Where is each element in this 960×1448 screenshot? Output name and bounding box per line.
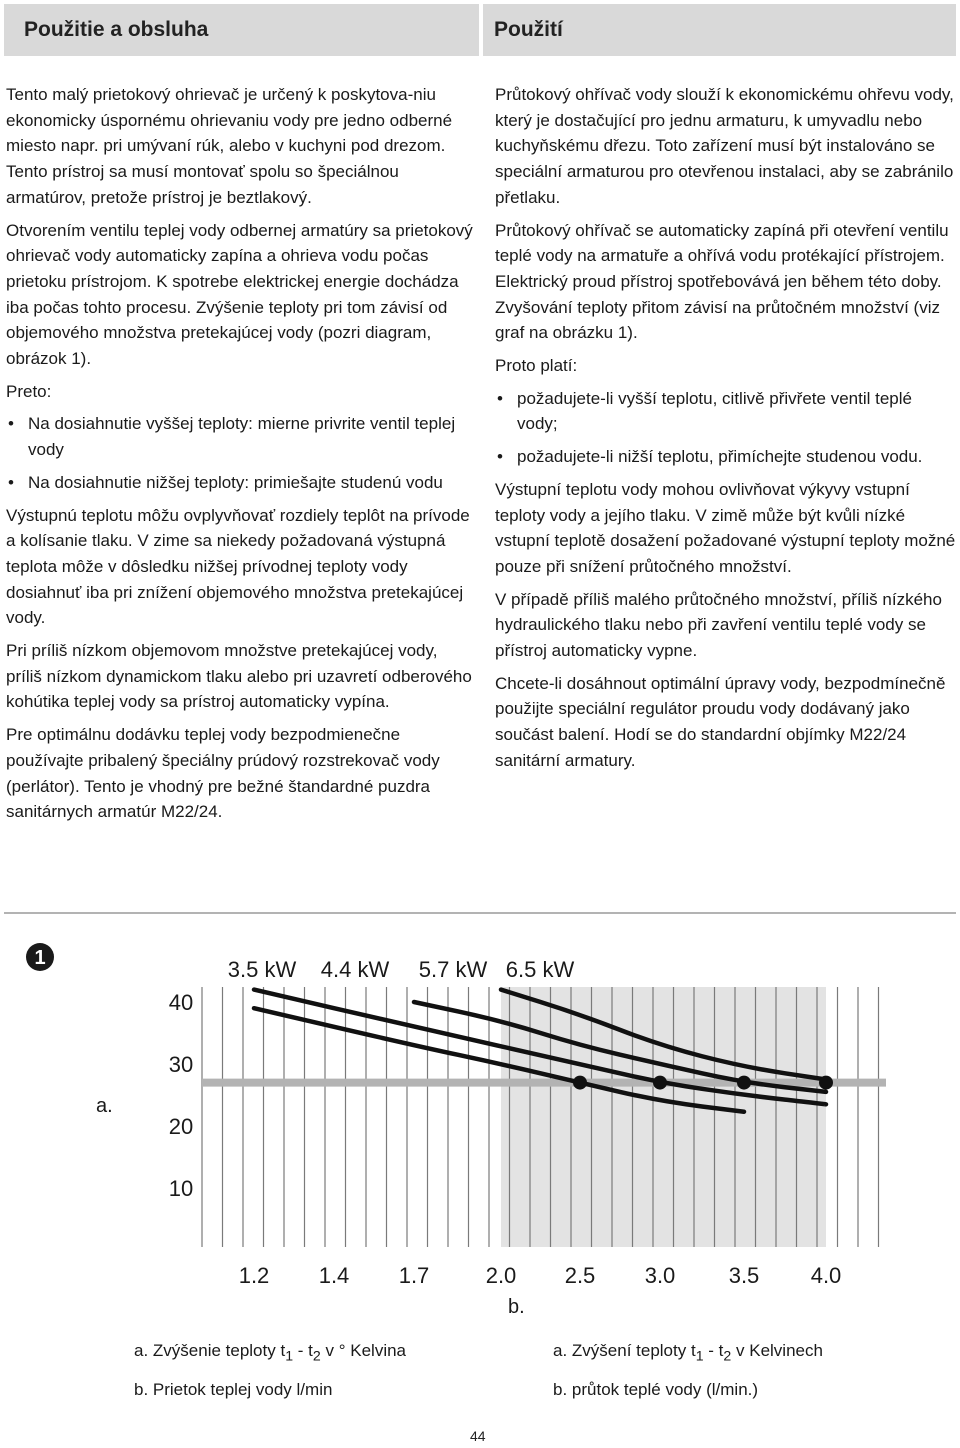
x-axis-label: b. (508, 1296, 525, 1318)
temperature-flow-chart (0, 905, 960, 1325)
x-tick-label: 3.5 (728, 1263, 760, 1288)
paragraph: V případě příliš malého průtočného množství, příliš nízkého hydraulického tlaku nebo při zavření ventilu teplé vody se přístroj automaticky vypne. (495, 589, 942, 661)
curve-marker (573, 1076, 587, 1090)
curve-marker (737, 1076, 751, 1090)
x-tick-label: 1.7 (398, 1263, 430, 1288)
series-label: 4.4 kW (320, 957, 390, 982)
paragraph: Výstupnú teplotu môžu ovplyvňovať rozdiely teplôt na prívode a kolísanie tlaku. V zime sa niekedy požadovaná výstupná teplota môže v dôsledku nižšej prívodnej teploty vody dosiahnuť iba pri znížení objemového množstva pretekajúcej vody. (6, 505, 470, 628)
curve-marker (819, 1076, 833, 1090)
series-label: 3.5 kW (227, 957, 297, 982)
x-tick-label: 2.0 (485, 1263, 517, 1288)
paragraph: Pre optimálnu dodávku teplej vody bezpodmienečne používajte pribalený špeciálny prúdový rozstrekovač vody (perlátor). Tento je vhodný pre bežné štandardné puzdra sanitárnych armatúr M22/24. (6, 725, 440, 822)
subscript-2: 2 (723, 1348, 732, 1365)
czech-text-column (495, 82, 957, 781)
legend-slovak (134, 1334, 406, 1407)
paragraph: Pri príliš nízkom objemovom množstve pretekajúcej vody, príliš nízkom dynamickom tlaku alebo pri uzavretí odberového kohútika teplej vody sa prístroj automaticky vypína. (6, 641, 472, 712)
y-axis-label: a. (96, 1095, 113, 1117)
subscript-1: 1 (285, 1348, 294, 1365)
series-label: 6.5 kW (505, 957, 575, 982)
list-item: • Na dosiahnutie vyššej teploty: mierne privrite ventil teplej vody (6, 411, 476, 462)
bullet-list (6, 411, 476, 495)
x-tick-label: 2.5 (564, 1263, 596, 1288)
x-tick-label: 3.0 (644, 1263, 676, 1288)
y-tick-label: 30 (168, 1052, 194, 1077)
x-tick-label: 1.2 (238, 1263, 270, 1288)
legend-a-line (553, 1334, 823, 1373)
header-right (483, 4, 956, 56)
y-tick-label: 20 (168, 1114, 194, 1139)
legend-a-text: - t (703, 1341, 724, 1360)
figure-number: 1 (34, 947, 46, 969)
list-item: • požadujete-li nižší teplotu, přimíchejte studenou vodu. (495, 444, 957, 470)
plot-area (169, 957, 886, 1288)
y-tick-label: 40 (168, 990, 194, 1015)
shaded-region (501, 987, 826, 1247)
paragraph: Otvorením ventilu teplej vody odbernej armatúry sa prietokový ohrievač vody automaticky zapína a ohrieva vodu počas prietoku prístrojom. K spotrebe elektrickej energie dochádza iba počas tohto procesu. Zvýšenie teploty pri tom závisí od objemového množstva pretekajúcej vody (pozri diagram, obrázok 1). (6, 220, 473, 369)
slovak-text-column (6, 82, 476, 832)
paragraph: Tento malý prietokový ohrievač je určený k poskytova-niu ekonomicky úspornému ohrievaniu vody pre jedno odberné miesto napr. pri umývaní rúk, alebo v kuchyni pod drezom. Tento prístroj sa musí montovať spolu so špeciálnou armatúrov, pretože prístroj je beztlakový. (6, 85, 453, 207)
subscript-1: 1 (695, 1348, 704, 1365)
subscript-2: 2 (312, 1348, 321, 1365)
paragraph: Preto: (6, 381, 52, 401)
legend-b-line: b. Prietok teplej vody l/min (134, 1380, 333, 1400)
y-tick-label: 10 (168, 1176, 194, 1201)
series-label: 5.7 kW (418, 957, 488, 982)
paragraph: Průtokový ohřívač vody slouží k ekonomickému ohřevu vody, který je dostačující pro jednu armaturu, k umyvadlu nebo kuchyňskému dřezu. Toto zařízení musí být instalováno se speciální armaturou pro otevřenou instalaci, aby se zabránilo přetlaku. (495, 85, 954, 207)
paragraph: Proto platí: (495, 356, 578, 376)
legend-a-text: a. Zvýšenie teploty t (134, 1341, 286, 1360)
section-title-czech: Použití (494, 18, 563, 41)
page-number: 44 (470, 1428, 486, 1444)
bullet-list (495, 386, 957, 470)
legend-a-text: a. Zvýšení teploty t (553, 1341, 696, 1360)
paragraph: Výstupní teplotu vody mohou ovlivňovat výkyvy vstupní teploty vody a jejího tlaku. V zimě může být kvůli nízké vstupní teplotě dosažení požadované výstupní teploty možné pouze při snížení průtočného množství. (495, 479, 956, 576)
legend-a-text: v Kelvinech (731, 1341, 823, 1360)
paragraph: Průtokový ohřívač se automaticky zapíná při otevření ventilu teplé vody na armatuře a ohřívá vodu protékající přístrojem. Elektrický proud přístroj spotřebovává jen během této doby. Zvyšování teploty přitom závisí na průtočném množství (viz graf na obrázku 1). (495, 220, 949, 343)
x-tick-label: 4.0 (810, 1263, 842, 1288)
paragraph: Chcete-li dosáhnout optimální úpravy vody, bezpodmínečně použijte speciální regulátor proudu vody dodávaný jako součást balení. Hodí se do standardní objímky M22/24 sanitární armatury. (495, 673, 946, 770)
section-title-slovak: Použitie a obsluha (24, 18, 209, 41)
legend-a-line (134, 1334, 406, 1373)
legend-a-text: - t (293, 1341, 313, 1360)
list-item: • Na dosiahnutie nižšej teploty: primiešajte studenú vodu (6, 470, 476, 496)
legend-czech (553, 1334, 823, 1407)
figure-1 (0, 905, 960, 1325)
list-item: • požadujete-li vyšší teplotu, citlivě přivřete ventil teplé vody; (495, 386, 957, 437)
legend-b-line: b. průtok teplé vody (l/min.) (553, 1380, 759, 1400)
header-left (4, 4, 479, 56)
x-tick-label: 1.4 (318, 1263, 350, 1288)
legend-a-text: v ° Kelvina (320, 1341, 407, 1360)
curve-marker (653, 1076, 667, 1090)
